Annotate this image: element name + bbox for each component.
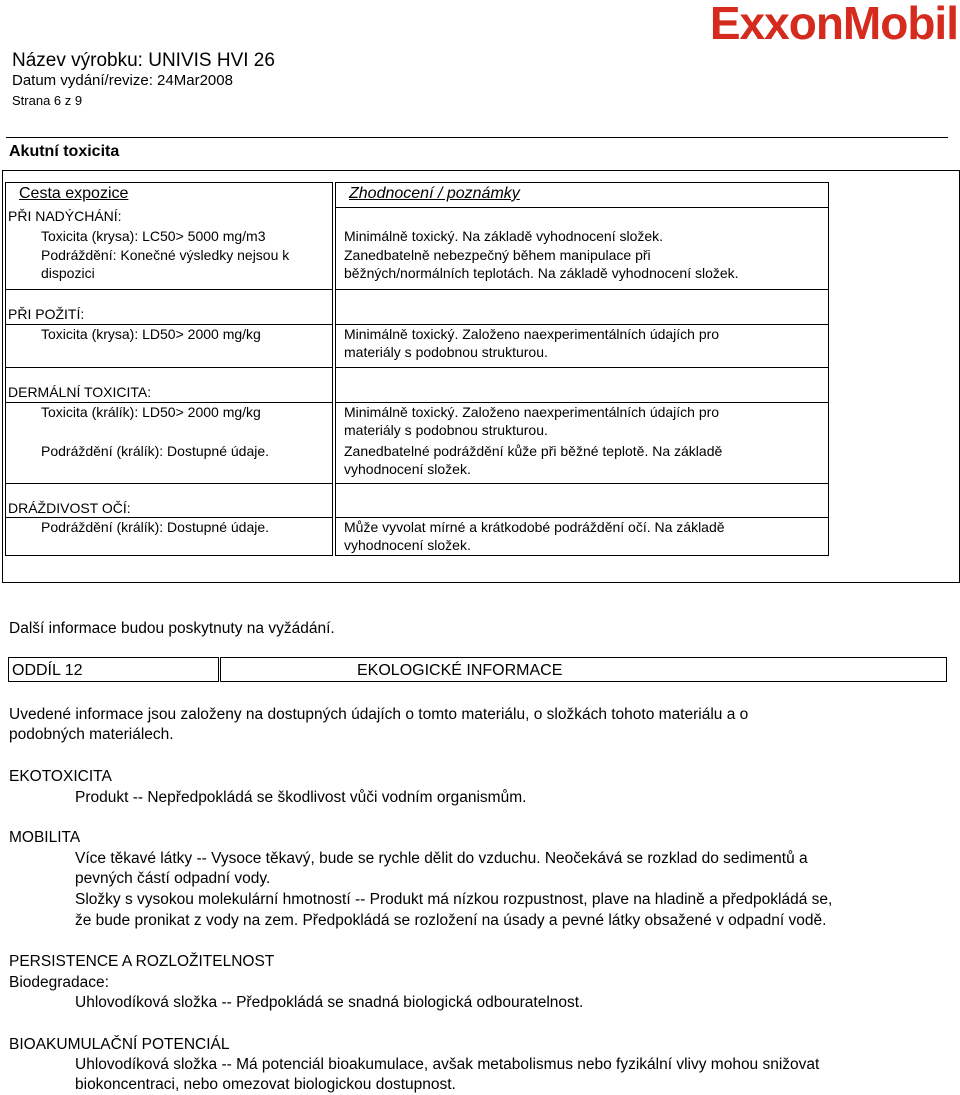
bioaccumulation-line-1: Uhlovodíková složka -- Má potenciál bioakumulace, avšak metabolismus nebo fyzikální vlivy mohou snižovat [75, 1056, 820, 1073]
bioaccumulation-heading: BIOAKUMULAČNÍ POTENCIÁL [9, 1036, 230, 1053]
dermal-toxicity: Toxicita (králík): LD50> 2000 mg/kg [41, 404, 261, 420]
issue-date: Datum vydání/revize: 24Mar2008 [12, 72, 233, 89]
dermal-irritation-assessment: Zanedbatelné podráždění kůže při běžné teplotě. Na základě [344, 443, 723, 459]
product-name: Název výrobku: UNIVIS HVI 26 [12, 50, 275, 71]
ingestion-toxicity: Toxicita (krysa): LD50> 2000 mg/kg [41, 326, 261, 342]
dermal-assessment: Minimálně toxický. Založeno naexperimentálních údajích pro [344, 404, 720, 420]
mobility-heading: MOBILITA [9, 829, 81, 846]
row-divider [336, 483, 828, 484]
ingestion-assessment-cont: materiály s podobnou strukturou. [344, 344, 548, 360]
page-number: Strana 6 z 9 [12, 93, 83, 108]
ecotoxicity-heading: EKOTOXICITA [9, 768, 112, 785]
section-title [220, 657, 947, 682]
mobility-line-4: že bude pronikat z vody na zem. Předpokládá se rozložení na úsady a pevné látky obsažené v odpadní vodě. [75, 912, 827, 929]
dermal-irritation-assessment-cont: vyhodnocení složek. [344, 461, 471, 477]
row-divider [6, 483, 332, 484]
mobility-line-3: Složky s vysokou molekulární hmotností -- Produkt má nízkou rozpustnost, plave na hladině a předpokládá se, [75, 891, 833, 908]
inhalation-head: PŘI NADÝCHÁNÍ: [8, 208, 122, 224]
eye-assessment-cont: vyhodnocení složek. [344, 537, 471, 553]
dermal-assessment-cont: materiály s podobnou strukturou. [344, 422, 548, 438]
inhalation-toxicity: Toxicita (krysa): LC50> 5000 mg/m3 [41, 228, 266, 244]
bioaccumulation-line-2: biokoncentraci, nebo omezovat biologickou dostupnost. [75, 1076, 456, 1093]
row-divider [336, 289, 828, 290]
inhalation-irritation: Podráždění: Konečné výsledky nejsou k [41, 247, 290, 263]
row-divider [6, 367, 332, 368]
header-divider [6, 137, 948, 138]
ingestion-head: PŘI POŽITÍ: [8, 306, 85, 322]
exxonmobil-logo: ExxonMobil [709, 0, 958, 49]
section-number-label: ODDÍL 12 [12, 662, 83, 679]
biodegradation-text: Uhlovodíková složka -- Předpokládá se snadná biologická odbouratelnost. [75, 994, 584, 1011]
further-info-note: Další informace budou poskytnuty na vyžádání. [9, 620, 335, 637]
ecotoxicity-text: Produkt -- Nepředpokládá se škodlivost vůči vodním organismům. [75, 789, 527, 806]
row-divider [336, 367, 828, 368]
section-number [8, 657, 219, 682]
assessment-table [335, 182, 829, 556]
acute-toxicity-title: Akutní toxicita [9, 143, 120, 160]
ingestion-assessment: Minimálně toxický. Založeno naexperimentálních údajích pro [344, 326, 720, 342]
mobility-line-1: Více těkavé látky -- Vysoce těkavý, bude se rychle dělit do vzduchu. Neočekává se rozklad do sedimentů a [75, 850, 808, 867]
col-header-exposure: Cesta expozice [19, 185, 129, 202]
inhalation-assessment: Minimálně toxický. Na základě vyhodnocení složek. [344, 228, 664, 244]
exposure-route-table [5, 182, 333, 556]
eye-irritation: Podráždění (králík): Dostupné údaje. [41, 519, 270, 535]
section-title-label: EKOLOGICKÉ INFORMACE [357, 662, 563, 679]
intro-line-2: podobných materiálech. [9, 726, 174, 743]
mobility-line-2: pevných částí odpadní vody. [75, 870, 271, 887]
intro-line-1: Uvedené informace jsou založeny na dostupných údajích o tomto materiálu, o složkách tohoto materiálu a o [9, 706, 749, 723]
inhalation-irritation-cont: dispozici [41, 265, 95, 281]
persistence-heading: PERSISTENCE A ROZLOŽITELNOST [9, 953, 275, 970]
biodegradation-heading: Biodegradace: [9, 974, 109, 991]
inhalation-irritation-assessment-cont: běžných/normálních teplotách. Na základě vyhodnocení složek. [344, 265, 739, 281]
row-divider [6, 289, 332, 290]
dermal-irritation: Podráždění (králík): Dostupné údaje. [41, 443, 270, 459]
dermal-head: DERMÁLNÍ TOXICITA: [8, 384, 152, 400]
inhalation-irritation-assessment: Zanedbatelně nebezpečný během manipulace při [344, 247, 651, 263]
row-divider [336, 207, 828, 208]
col-header-assessment: Zhodnocení / poznámky [349, 185, 520, 202]
eye-assessment: Může vyvolat mírné a krátkodobé podráždění očí. Na základě [344, 519, 725, 535]
eye-head: DRÁŽDIVOST OČÍ: [8, 500, 131, 516]
